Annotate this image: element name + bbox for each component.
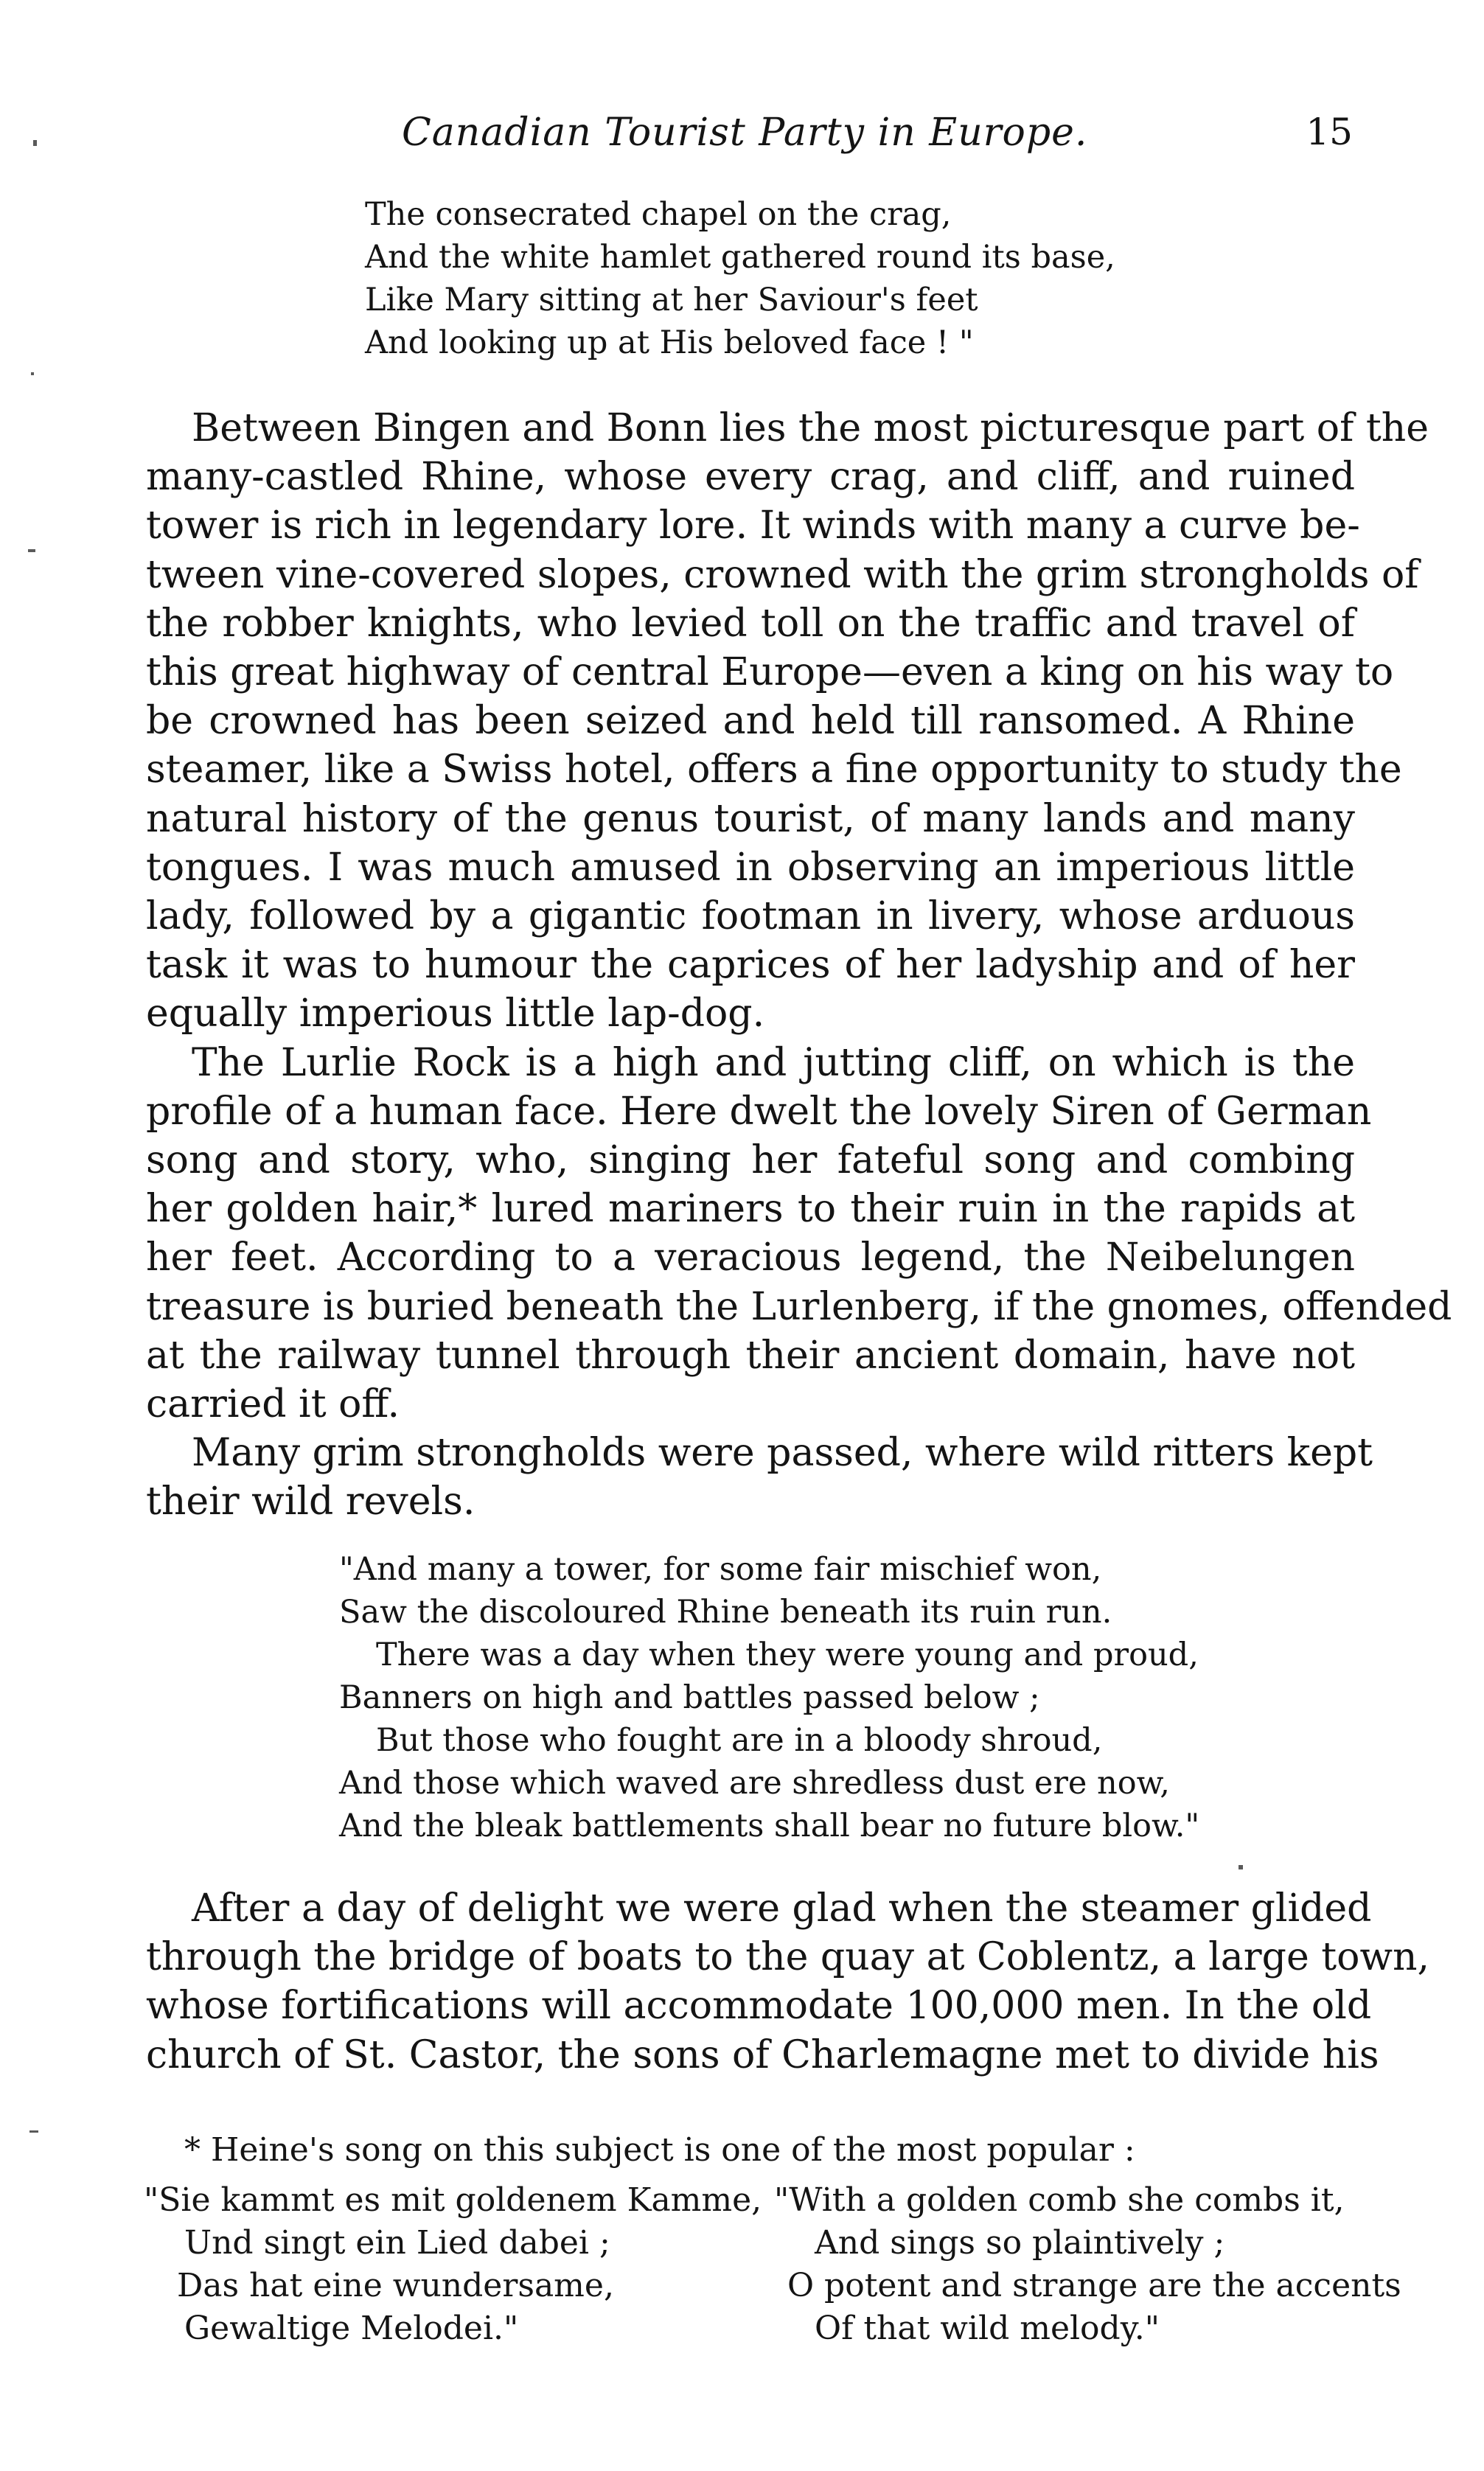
text-line: the robber knights, who levied toll on the traffic and travel of <box>146 601 1355 646</box>
scan-speck <box>33 140 37 146</box>
text-line: After a day of delight we were glad when the steamer glided <box>192 1886 1372 1931</box>
verse-line: Gewaltige Melodei." <box>184 2310 519 2347</box>
verse-line: "Sie kammt es mit goldenem Kamme, <box>144 2181 762 2219</box>
verse-line: And looking up at His beloved face ! " <box>365 324 974 361</box>
text-line: tower is rich in legendary lore. It winds with many a curve be- <box>146 503 1360 548</box>
verse-line: "With a golden comb she combs it, <box>774 2181 1345 2219</box>
text-line: treasure is buried beneath the Lurlenberg, if the gnomes, offended <box>146 1284 1452 1329</box>
text-line: church of St. Castor, the sons of Charlemagne met to divide his <box>146 2032 1379 2077</box>
text-line: equally imperious little lap-dog. <box>146 991 765 1036</box>
text-line: profile of a human face. Here dwelt the lovely Siren of German <box>146 1089 1372 1134</box>
verse-line: But those who fought are in a bloody shroud, <box>376 1722 1103 1759</box>
scan-speck <box>28 549 35 552</box>
text-line: The Lurlie Rock is a high and jutting cliff, on which is the <box>192 1040 1355 1085</box>
text-line: her golden hair,* lured mariners to their ruin in the rapids at <box>146 1187 1355 1232</box>
scan-speck <box>31 372 34 375</box>
verse-line: Banners on high and battles passed below ; <box>339 1679 1040 1716</box>
text-line: carried it off. <box>146 1382 400 1427</box>
text-line: her feet. According to a veracious legend, the Neibelungen <box>146 1236 1355 1280</box>
verse-line: And the bleak battlements shall bear no future blow." <box>339 1808 1200 1844</box>
verse-line: There was a day when they were young and proud, <box>376 1637 1199 1673</box>
footnote-poem-columns <box>144 2179 1401 2371</box>
footnote-intro: * Heine's song on this subject is one of the most popular : <box>184 2131 1135 2169</box>
verse-line: The consecrated chapel on the crag, <box>365 196 952 233</box>
verse-line: Of that wild melody." <box>815 2310 1160 2347</box>
footnote-german-verse <box>144 2179 762 2350</box>
text-line: tween vine-covered slopes, crowned with the grim strongholds of <box>146 552 1419 597</box>
text-line: tongues. I was much amused in observing an imperious little <box>146 845 1355 890</box>
running-title: Canadian Tourist Party in Europe. <box>402 111 1088 155</box>
text-line: task it was to humour the caprices of her ladyship and of her <box>146 943 1355 988</box>
verse-quote-top <box>365 193 1115 364</box>
text-line: steamer, like a Swiss hotel, offers a fine opportunity to study the <box>146 747 1402 792</box>
text-line: Between Bingen and Bonn lies the most picturesque part of the <box>192 406 1429 450</box>
verse-line: And the white hamlet gathered round its base, <box>365 239 1115 276</box>
text-line: Many grim strongholds were passed, where wild ritters kept <box>192 1431 1373 1476</box>
scan-speck <box>1239 1865 1243 1869</box>
text-line: through the bridge of boats to the quay at Coblentz, a large town, <box>146 1935 1429 1980</box>
text-line: their wild revels. <box>146 1480 475 1524</box>
page-header <box>144 111 1353 162</box>
text-line: song and story, who, singing her fateful song and combing <box>146 1138 1355 1183</box>
body-text-block-1 <box>146 404 1452 1527</box>
verse-line: O potent and strange are the accents <box>787 2267 1401 2304</box>
scan-speck <box>29 2130 38 2133</box>
footnote-english-verse <box>774 2179 1401 2350</box>
verse-line: Und singt ein Lied dabei ; <box>184 2224 610 2262</box>
text-line: many-castled Rhine, whose every crag, and cliff, and ruined <box>146 455 1355 500</box>
footnote <box>144 2129 1401 2371</box>
text-line: whose fortifications will accommodate 100,000 men. In the old <box>146 1984 1372 2029</box>
verse-quote-middle <box>339 1548 1199 1847</box>
verse-line: "And many a tower, for some fair mischief won, <box>339 1551 1102 1588</box>
text-line: lady, followed by a gigantic footman in livery, whose arduous <box>146 894 1355 939</box>
text-line: natural history of the genus tourist, of many lands and many <box>146 796 1355 841</box>
verse-line: Das hat eine wundersame, <box>177 2267 614 2304</box>
page-number: 15 <box>1306 111 1353 153</box>
verse-line: And those which waved are shredless dust ere now, <box>339 1765 1170 1802</box>
verse-line: And sings so plaintively ; <box>815 2224 1225 2262</box>
verse-line: Like Mary sitting at her Saviour's feet <box>365 282 978 318</box>
text-line: be crowned has been seized and held till ransomed. A Rhine <box>146 699 1355 744</box>
text-line: at the railway tunnel through their ancient domain, have not <box>146 1333 1355 1378</box>
verse-line: Saw the discoloured Rhine beneath its ruin run. <box>339 1594 1112 1631</box>
text-line: this great highway of central Europe—even a king on his way to <box>146 650 1394 695</box>
body-text-block-2 <box>146 1884 1429 2080</box>
